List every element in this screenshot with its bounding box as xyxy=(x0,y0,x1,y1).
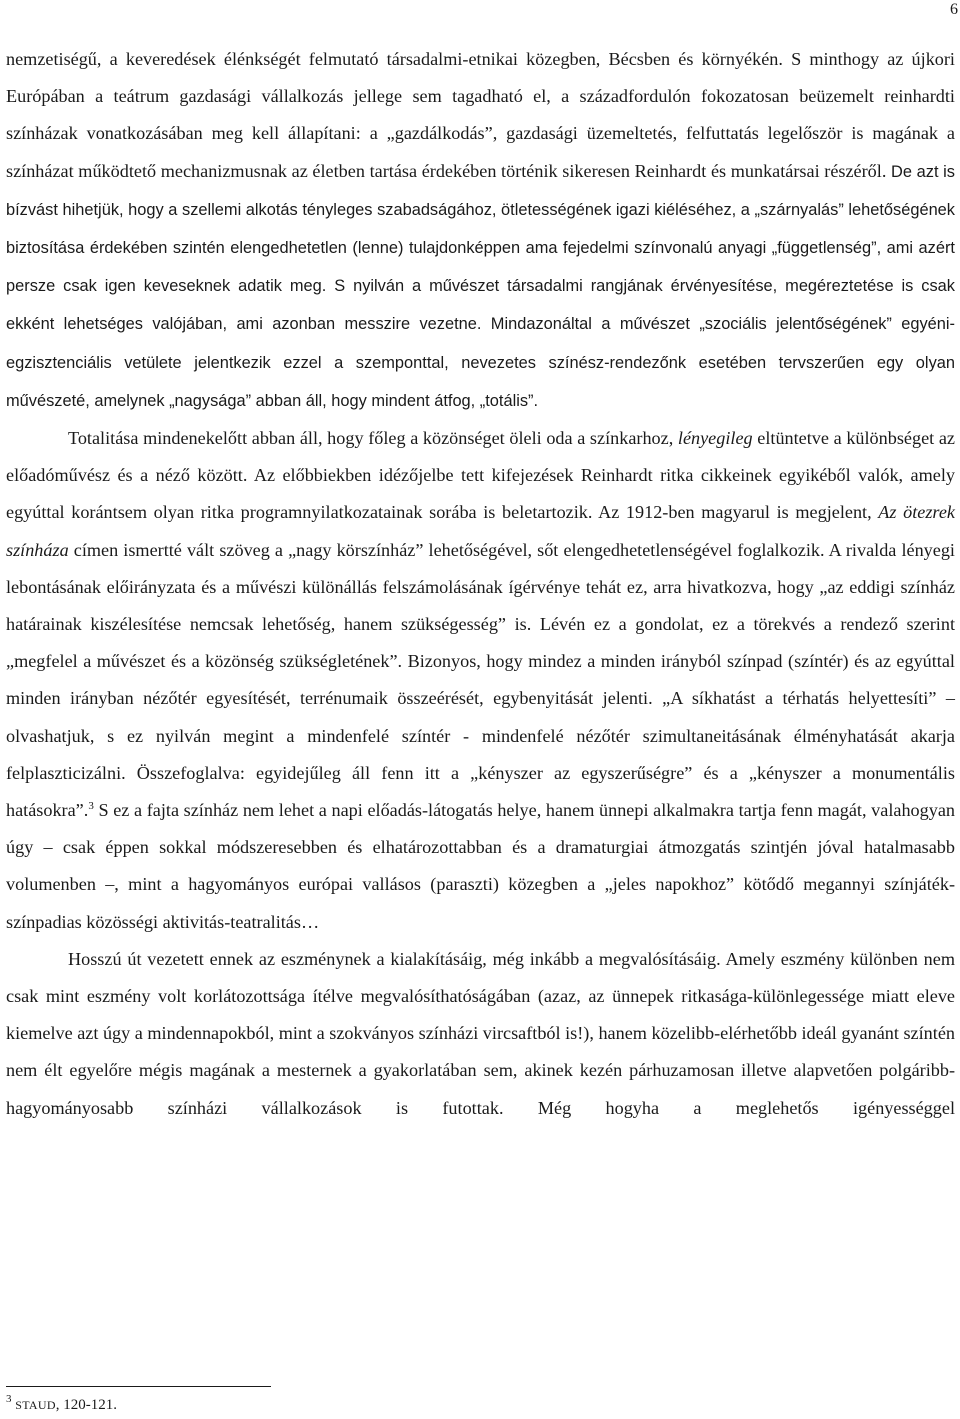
page-number: 6 xyxy=(950,1,958,18)
paragraph-2-text-b: eltüntetve a különbséget az előadóművész és a néző között. Az előbbiekben idézőjelbe tett kifejezések Reinhardt ritka cikkeinek egyikéből valók, amely egyúttal korántsem olyan ritka programnyilatkozatainak sorába is beletartozik. Az 1912-ben magyarul is megjelent, xyxy=(6,428,955,523)
paragraph-2-text-a: Totalitása mindenekelőtt abban áll, hogy főleg a közönséget öleli oda a színkarhoz, xyxy=(68,428,678,449)
paragraph-1 xyxy=(6,41,955,420)
paragraph-3-text: Hosszú út vezetett ennek az eszménynek a kialakításáig, még inkább a megvalósításáig. Amely eszmény különben nem csak mint eszmény volt korlátozottsága ítélve megvalósíthatóságában (azaz, az ünnepek ritkasága-különlegessége miatt eleve kiemelve azt úgy a mindennapokból, mint a szokványos színházi vircsaftból is!), hanem közelibb-elérhetőbb ideál gyanánt színtén nem élt egyelőre mégis magának a mesternek a gyakorlatában sem, akinek kezén párhuzamosan illetve alapvetően polgáribb-hagyományosabb színházi vállalkozások is futottak. Még hogyha a meglehetős igényességgel xyxy=(6,948,955,1118)
paragraph-2-title-otezrek: Az ötezrek színháza xyxy=(6,502,955,560)
paragraph-1-text-a: nemzetiségű, a keveredések élénkségét felmutató társadalmi-etnikai közegben, Bécsben és környékén. S minthogy az újkori Európában a teátrum gazdasági vállalkozás jellege sem tagadható el, a századfordulón fokozatosan beüzemelt reinhardti színházak vonatkozásában meg kell állapítani: a „gazdálkodás”, gazdasági üzemeltetés, felfuttatás legelőször is magának a színházat működtető mechanizmusnak az életben tartása érdekében történik sikeresen Reinhardt és munkatársai részéről. xyxy=(6,49,955,181)
footnote xyxy=(6,1395,117,1415)
footnote-separator xyxy=(6,1386,271,1387)
footnote-marker: 3 xyxy=(6,1393,12,1405)
paragraph-2-emphasis-lenyegileg: lényegileg xyxy=(677,428,753,449)
paragraph-2-text-c: címen ismertté vált szöveg a „nagy körszínház” lehetőségével, sőt elengedhetetlenségével foglalkozik. A rivalda lényegi lebontásának előirányzata és a művészi különállás felszámolásának ígérvénye tehát ez, arra hivatkozva, hogy „az eddigi színház határainak kiszélesítése nemcsak lehetőség, hanem szükségesség” is. Lévén ez a gondolat, ez a törekvés a rendező szerint „megfelel a művészet és a közönség szükségletének”. Bizonyos, hogy mindez a minden irányból színpad (színtér) és az egyúttal minden irányban nézőtér egyesítését, terrénumaik összeérését, egybenyitását jelenti. „A síkhatást a térhatás helyettesíti” – olvashatjuk, s ez nyilván megint a mindenfelé színtér - mindenfelé nézőtér szimultaneitásának élményhatását akarja felplaszticizálni. Összefoglalva: egyidejűleg áll fenn itt a „kényszer az egyszerűségre” és a „kényszer a monumentális hatásokra”. xyxy=(6,539,955,821)
paragraph-2 xyxy=(6,420,955,941)
footnote-author: STAUD xyxy=(15,1398,56,1412)
paragraph-1-text-b: De azt is bízvást hihetjük, hogy a szellemi alkotás tényleges szabadságához, ötletességének igazi kiéléséhez, a „szárnyalás” lehetőségének biztosítása érdekében szintén elengedhetetlen (lenne) tulajdonképpen ama fejedelmi színvonalú anyagi „függetlenség”, ami azért persze csak igen keveseknek adatik meg. S nyilván a művészet társadalmi rangjának érvényesítése, megéreztetése is csak ekként lehetséges valójában, ami azonban messzire vezetne. Mindazonáltal a művészet „szociális jelentőségének” egyéni-egzisztenciális vetülete jelentkezik ezzel a szemponttal, nevezetes színész-rendezőnk esetében tervszerűen egy olyan művészeté, amelynek „nagysága” abban áll, hogy mindent átfog, „totális”. xyxy=(6,162,955,410)
footnote-pages: , 120-121. xyxy=(55,1397,118,1413)
paragraph-3 xyxy=(6,941,955,1127)
body-text xyxy=(6,41,955,1127)
paragraph-2-text-d: S ez a fajta színház nem lehet a napi előadás-látogatás helye, hanem ünnepi alkalmakra tartja fenn magát, valahogyan úgy – csak éppen sokkal módszeresebben és elhatározottabban és a dramaturgiai átmozgatás szintjén jóval hatalmasabb volumenben –, mint a hagyományos európai vallásos (paraszti) közegben a „jeles napokhoz” kötődő megannyi színjáték-színpadias közösségi aktivitás-teatralitás… xyxy=(6,800,955,932)
footnote-reference: 3 xyxy=(88,800,94,813)
